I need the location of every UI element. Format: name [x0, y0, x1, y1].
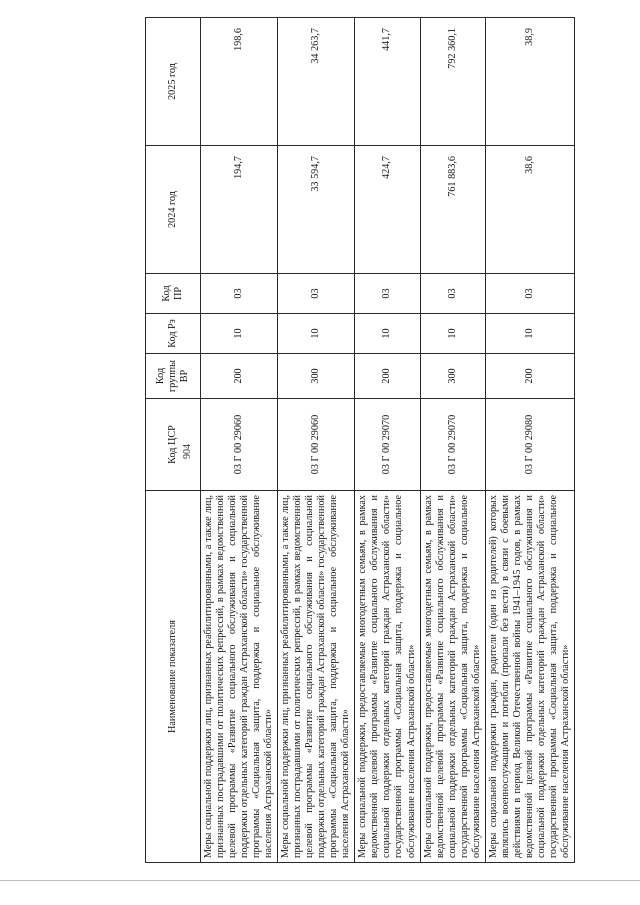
row-rz: 10 — [485, 314, 574, 354]
row-vr: 300 — [278, 354, 355, 399]
row-name: Меры социальной поддержки лиц, признанных реабилитированными, а также лиц, признанных пострадавшими от политических репрессий, в рамках ведомственной целевой программы «Развитие социального обслуживания и социальной поддержки отдельных категорий граждан Астраханской области» государственной программы «Социальная защита, поддержка и социальное обслуживание населения Астраханской области» — [201, 491, 278, 863]
table-row — [278, 18, 355, 863]
row-rz: 10 — [201, 314, 278, 354]
row-pr: 03 — [278, 274, 355, 314]
page-number: 904 — [182, 444, 193, 459]
row-pr: 03 — [485, 274, 574, 314]
rotated-table-container — [145, 18, 572, 863]
row-2024: 424,7 — [355, 146, 420, 274]
row-pr: 03 — [420, 274, 485, 314]
header-2024: 2024 год — [146, 146, 201, 274]
row-pr: 03 — [355, 274, 420, 314]
row-name: Меры социальной поддержки граждан, родители (один из родителей) которых являлись военнослужащими и погибли (пропали без вести) в связи с боевыми действиями в период Великой Отечественной войны 1941–1945 годов, в рамках ведомственной целевой программы «Развитие социального обслуживания и социальной поддержки отдельных категорий граждан Астраханской области» государственной программы «Социальная защита, поддержка и социальное обслуживание населения Астраханской области» — [485, 491, 574, 863]
row-csr: 03 Г 00 29060 — [201, 399, 278, 491]
row-2025: 792 360,1 — [420, 18, 485, 146]
row-rz: 10 — [355, 314, 420, 354]
row-2025: 38,9 — [485, 18, 574, 146]
scan-edge-line — [0, 880, 640, 881]
row-name: Меры социальной поддержки лиц, признанных реабилитированными, а также лиц, признанных пострадавшими от политических репрессий, в рамках ведомственной целевой программы «Развитие социального обслуживания и социальной поддержки отдельных категорий граждан Астраханской области» государственной программы «Социальная защита, поддержка и социальное обслуживание населения Астраханской области» — [278, 491, 355, 863]
row-vr: 300 — [420, 354, 485, 399]
row-csr: 03 Г 00 29080 — [485, 399, 574, 491]
header-2025: 2025 год — [146, 18, 201, 146]
header-vr: Код группы ВР — [146, 354, 201, 399]
row-name: Меры социальной поддержки, предоставляемые многодетным семьям, в рамках ведомственной целевой программы «Развитие социального обслуживания и социальной поддержки отдельных категорий граждан Астраханской области» государственной программы «Социальная защита, поддержка и социальное обслуживание населения Астраханской области» — [420, 491, 485, 863]
header-csr: Код ЦСР — [146, 399, 201, 491]
table-row — [355, 18, 420, 863]
row-pr: 03 — [201, 274, 278, 314]
row-csr: 03 Г 00 29060 — [278, 399, 355, 491]
header-pr: Код ПР — [146, 274, 201, 314]
row-2024: 33 594,7 — [278, 146, 355, 274]
table-row — [420, 18, 485, 863]
row-2025: 34 263,7 — [278, 18, 355, 146]
row-vr: 200 — [201, 354, 278, 399]
budget-table — [145, 17, 575, 863]
row-rz: 10 — [420, 314, 485, 354]
header-row — [146, 18, 201, 863]
table-row — [485, 18, 574, 863]
row-vr: 200 — [485, 354, 574, 399]
row-2025: 198,6 — [201, 18, 278, 146]
row-rz: 10 — [278, 314, 355, 354]
header-rz: Код Рз — [146, 314, 201, 354]
row-csr: 03 Г 00 29070 — [420, 399, 485, 491]
row-2024: 761 883,6 — [420, 146, 485, 274]
row-vr: 200 — [355, 354, 420, 399]
row-name: Меры социальной поддержки, предоставляемые многодетным семьям, в рамках ведомственной целевой программы «Развитие социального обслуживания и социальной поддержки отдельных категорий граждан Астраханской области» государственной программы «Социальная защита, поддержка и социальное обслуживание населения Астраханской области» — [355, 491, 420, 863]
row-2024: 38,6 — [485, 146, 574, 274]
table-row — [201, 18, 278, 863]
row-2025: 441,7 — [355, 18, 420, 146]
header-name: Наименование показателя — [146, 491, 201, 863]
row-2024: 194,7 — [201, 146, 278, 274]
row-csr: 03 Г 00 29070 — [355, 399, 420, 491]
